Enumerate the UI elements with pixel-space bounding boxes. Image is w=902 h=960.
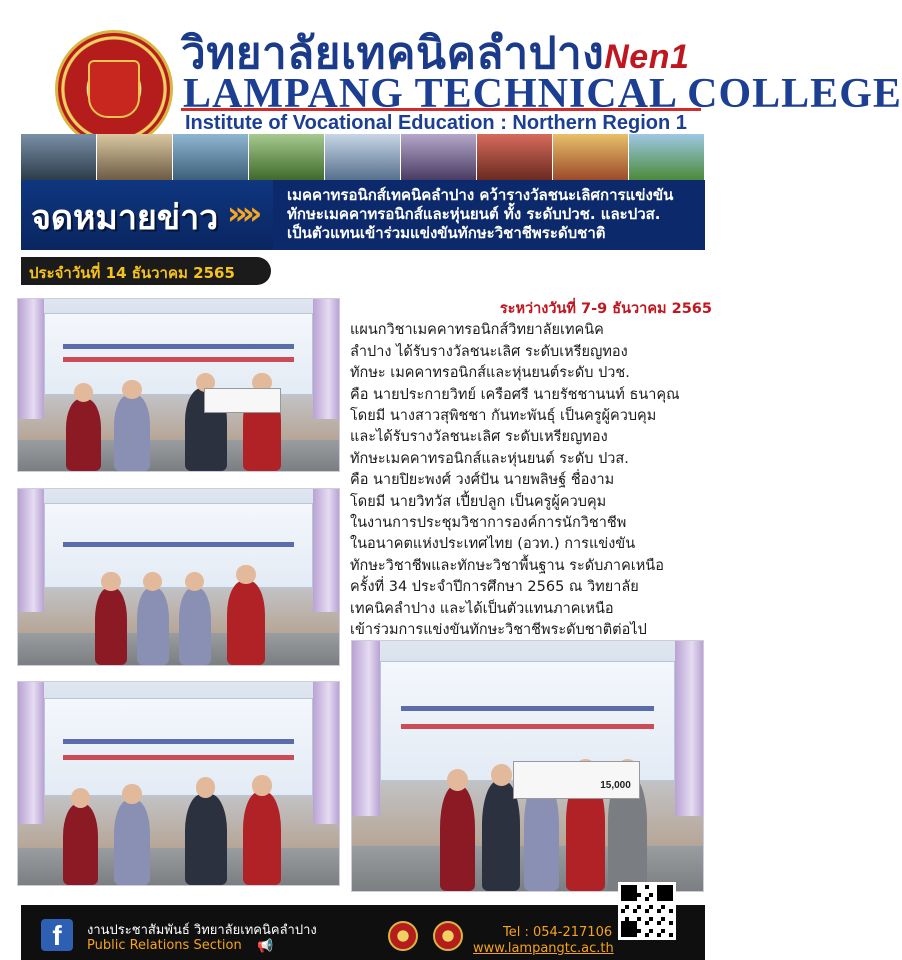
date-bar [21,257,271,285]
banner-stripe [63,755,294,760]
person [440,786,475,891]
article-lead: ระหว่างวันที่ 7-9 ธันวาคม 2565 [499,301,712,317]
qr-code-icon[interactable] [618,882,676,940]
strip-photo [477,134,553,180]
person [137,588,169,665]
award-photo-3 [17,681,340,886]
article-line: คือ นายปิยะพงศ์ วงศ์ปัน นายพลิษฐ์ ชื่องาม [350,472,615,489]
award-photo-4 [351,640,704,892]
person-head [71,788,90,808]
person-head [122,784,141,804]
college-seal-icon [433,921,463,951]
college-subtitle: Institute of Vocational Education : Northern Region 1 [185,112,687,134]
person [185,794,227,885]
curtain [352,641,380,816]
banner-stripe [401,706,654,711]
curtain [313,682,339,824]
article-line: ในงานการประชุมวิชาการองค์การนักวิชาชีพ [350,515,627,532]
strip-photo [249,134,325,180]
article-line: ลำปาง ได้รับรางวัลชนะเลิศ ระดับเหรียญทอง [350,343,628,360]
banner-stripe [63,739,294,744]
article-line: เข้าร่วมการแข่งขันทักษะวิชาชีพระดับชาติต่อไป [350,622,647,639]
article-line: โดยมี นางสาวสุพิชชา กันทะพันธุ์ เป็นครูผู้ควบคุม [350,408,657,425]
newsletter-label: จดหมายข่าว [31,198,219,238]
seal-icon [388,921,418,951]
person-head [447,769,468,792]
strip-photo [173,134,249,180]
strip-photo [21,134,97,180]
curtain [313,489,339,612]
person-head [122,380,141,399]
double-chevron-icon: »» [227,194,257,232]
article-line: ครั้งที่ 34 ประจำปีการศึกษา 2565 ณ วิทยาลัย [350,579,639,596]
footer-website-link[interactable]: www.lampangtc.ac.th [473,941,614,956]
article-line: ทักษะเมคคาทรอนิกส์และหุ่นยนต์ ระดับ ปวส. [350,450,629,467]
curtain [18,682,44,824]
strip-photo [401,134,477,180]
person-head [236,565,255,584]
banner-stripe [63,542,294,547]
curtain [18,299,44,419]
headline-line: เมคคาทรอนิกส์เทคนิคลำปาง คว้ารางวัลชนะเลิศการแข่งขัน [287,186,674,204]
article-line: ทักษะวิชาชีพและทักษะวิชาพื้นฐาน ระดับภาคเหนือ [350,557,664,574]
news-headline [287,186,701,243]
curtain [313,299,339,419]
footer [21,905,705,960]
facebook-icon[interactable]: f [41,919,73,951]
article-line: คือ นายประกายวิทย์ เครือศรี นายรัชชานนท์ ธนาคุณ [350,386,680,403]
person [63,804,98,885]
header [21,0,902,180]
news-banner [21,180,705,250]
article-line: เทคนิคลำปาง และได้เป็นตัวแทนภาคเหนือ [350,600,614,617]
event-backdrop [44,698,314,795]
college-title-english: LAMPANG TECHNICAL COLLEGE [183,71,902,117]
header-photo-strip [21,134,705,180]
person [66,399,101,471]
article-body [350,299,712,642]
banner-stripe [63,357,294,362]
headline-line: ทักษะเมคคาทรอนิกส์และหุ่นยนต์ ทั้ง ระดับปวช. และปวส. [287,205,661,223]
issue-date: ประจำวันที่ 14 ธันวาคม 2565 [29,264,235,282]
article-line: แผนกวิชาเมคคาทรอนิกส์วิทยาลัยเทคนิค [350,322,604,339]
article-line: และได้รับรางวัลชนะเลิศ ระดับเหรียญทอง [350,429,608,446]
curtain [675,641,703,816]
college-logo [55,30,173,148]
nen1-logo: Nen1 [604,38,690,76]
footer-phone: Tel : 054-217106 [503,925,613,940]
logo-emblem [88,60,140,118]
person [95,588,127,665]
article-line: ในอนาคตแห่งประเทศไทย (อวท.) การแข่งขัน [350,536,636,553]
award-certificate [204,388,281,412]
person-head [101,572,120,591]
strip-photo [325,134,401,180]
person [114,800,149,885]
qr-code-pattern [621,885,673,937]
person [243,792,282,885]
person [114,395,149,471]
award-photo-1 [17,298,340,472]
prize-check: 15,000 [513,761,639,799]
article-line: ทักษะ เมคคาทรอนิกส์และหุ่นยนต์ระดับ ปวช. [350,365,630,382]
person-head [491,764,512,787]
article-line: โดยมี นายวิทวัส เปี้ยปลูก เป็นครูผู้ควบคุม [350,493,607,510]
footer-title: งานประชาสัมพันธ์ วิทยาลัยเทคนิคลำปาง [87,923,317,938]
banner-stripe [63,344,294,349]
person [179,588,211,665]
strip-photo [97,134,173,180]
college-title-thai: วิทยาลัยเทคนิคลำปางNen1 [181,28,690,79]
footer-subtitle: Public Relations Section [87,938,242,953]
megaphone-icon: 📢 [257,939,274,954]
strip-photo [629,134,705,180]
banner-stripe [401,724,654,729]
award-photo-2 [17,488,340,666]
person-head [252,775,271,795]
person-head [196,777,215,797]
person [227,581,266,665]
headline-line: เป็นตัวแทนเข้าร่วมแข่งขันทักษะวิชาชีพระดับชาติ [287,224,606,242]
curtain [18,489,44,612]
strip-photo [553,134,629,180]
